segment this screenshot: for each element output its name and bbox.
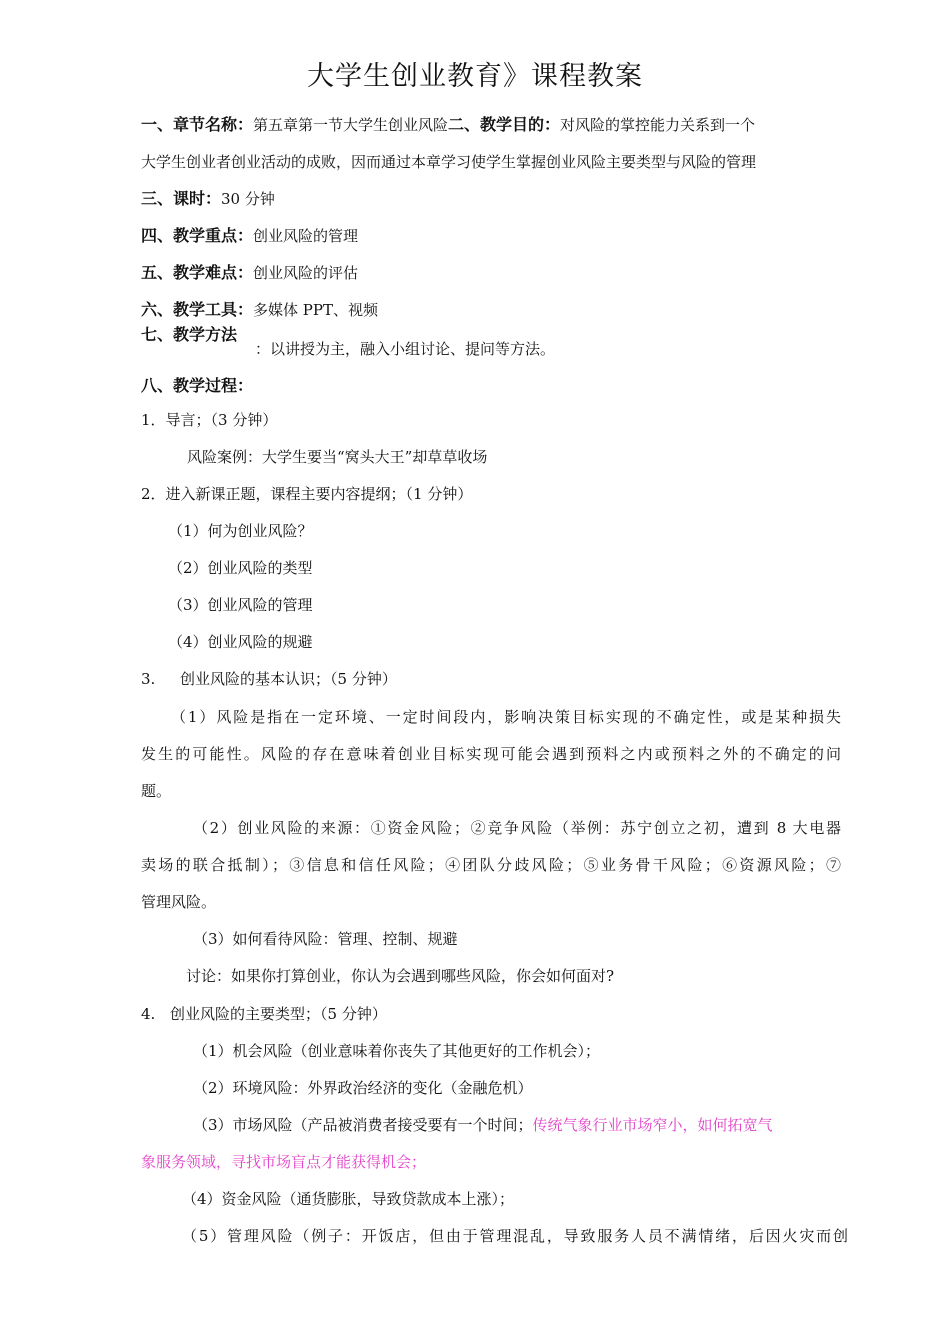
purpose-continued: 大学生创业者创业活动的成败，因而通过本章学习使学生掌握创业风险主要类型与风险的管理 [141, 153, 757, 171]
outline-item-4: （4）创业风险的规避 [168, 633, 313, 651]
risk-type-3-text: （3）市场风险（产品被消费者接受要有一个时间； [193, 1116, 533, 1134]
tools-label: 六、教学工具： [141, 300, 254, 319]
purpose-value: 对风险的掌控能力关系到一个 [560, 116, 756, 134]
method-value: ：以讲授为主，融入小组讨论、提问等方法。 [255, 340, 556, 358]
step-1: 1．导言；（3 分钟） [141, 411, 278, 429]
risk-definition-line-1: （1）风险是指在一定环境、一定时间段内，影响决策目标实现的不确定性，或是某种损失 [171, 708, 841, 726]
step-1-case: 风险案例：大学生要当“窝头大王”却草草收场 [187, 448, 488, 466]
risk-type-1: （1）机会风险（创业意味着你丧失了其他更好的工作机会）； [193, 1042, 601, 1060]
hours-line [141, 189, 861, 209]
step-3-heading: 创业风险的基本认识；（5 分钟） [180, 670, 397, 688]
step-4-heading: 创业风险的主要类型；（5 分钟） [170, 1005, 387, 1023]
risk-type-5: （5）管理风险（例子：开饭店，但由于管理混乱，导致服务人员不满情绪，后因火灾而创 [182, 1227, 848, 1245]
risk-definition-line-3: 题。 [141, 782, 172, 800]
process-label: 八、教学过程： [141, 376, 254, 395]
difficulty-label: 五、教学难点： [141, 263, 254, 282]
risk-source-line-3: 管理风险。 [141, 893, 217, 911]
risk-type-3-line-1 [193, 1115, 841, 1135]
outline-item-1: （1）何为创业风险？ [168, 522, 313, 540]
step-3-number: 3. [141, 670, 156, 688]
risk-type-4: （4）资金风险（通货膨胀，导致贷款成本上涨）； [182, 1190, 515, 1208]
purpose-label: 二、教学目的： [448, 115, 561, 134]
risk-definition-line-2: 发生的可能性。风险的存在意味着创业目标实现可能会遇到预料之内或预料之外的不确定的问 [141, 745, 841, 763]
risk-source-line-2: 卖场的联合抵制）；③信息和信任风险；④团队分歧风险；⑤业务骨干风险；⑥资源风险；⑦ [141, 856, 841, 874]
risk-source-line-1: （2）创业风险的来源：①资金风险；②竞争风险（举例：苏宁创立之初，遭到 8 大电器 [193, 819, 841, 837]
discussion: 讨论：如果你打算创业，你认为会遇到哪些风险，你会如何面对? [186, 967, 615, 985]
method-label: 七、教学方法 [141, 325, 238, 344]
focus-label: 四、教学重点： [141, 226, 254, 245]
focus-line [141, 226, 861, 246]
hours-value: 30 分钟 [221, 190, 275, 208]
difficulty-line [141, 263, 861, 283]
tools-value: 多媒体 PPT、视频 [253, 301, 378, 319]
chapter-label: 一、章节名称： [141, 115, 254, 134]
step-2: 2．进入新课正题，课程主要内容提纲；（1 分钟） [141, 485, 473, 503]
risk-type-2: （2）环境风险：外界政治经济的变化（金融危机） [193, 1079, 533, 1097]
tools-line [141, 300, 861, 320]
outline-item-2: （2）创业风险的类型 [168, 559, 313, 577]
document-title: 大学生创业教育》课程教案 [307, 61, 643, 92]
focus-value: 创业风险的管理 [253, 227, 359, 245]
chapter-purpose-line [141, 115, 861, 135]
hours-label: 三、课时： [141, 189, 222, 208]
risk-type-3-line-2: 象服务领域，寻找市场盲点才能获得机会； [141, 1153, 427, 1171]
step-4-number: 4. [141, 1005, 156, 1023]
outline-item-3: （3）创业风险的管理 [168, 596, 313, 614]
risk-attitude: （3）如何看待风险：管理、控制、规避 [193, 930, 458, 948]
risk-type-3-highlight: 传统气象行业市场窄小，如何拓宽气 [532, 1116, 773, 1134]
difficulty-value: 创业风险的评估 [253, 264, 359, 282]
chapter-value: 第五章第一节大学生创业风险 [253, 116, 449, 134]
